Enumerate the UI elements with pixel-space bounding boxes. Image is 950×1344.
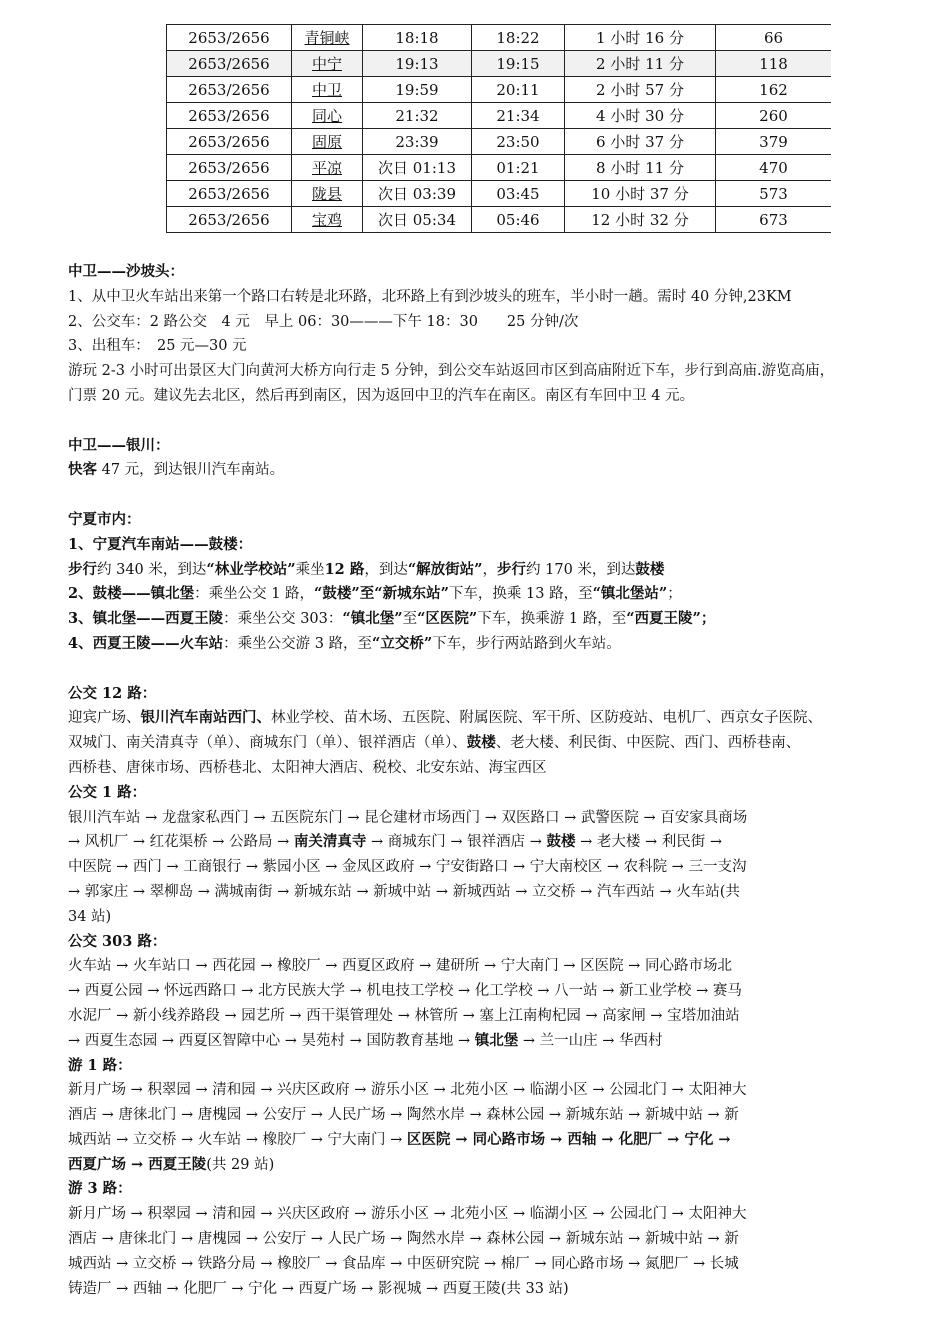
route-step: 2、鼓楼——镇北堡：乘坐公交 1 路，“鼓楼”至“新城东站”下车，换乘 13 路，至“镇北堡站”； — [68, 585, 682, 603]
section-heading-city: 宁夏市内： — [68, 510, 141, 528]
distance-cell: 118 — [716, 51, 832, 77]
you-1-stops: 城西站 → 立交桥 → 火车站 → 橡胶厂 → 宁大南门 → 区医院 → 同心路市场 → 西轴 → 化肥厂 → 宁化 → — [68, 1130, 731, 1148]
station-cell[interactable] — [292, 207, 363, 233]
arrival-time-cell: 21:32 — [363, 103, 472, 129]
you-1-stops: 新月广场 → 积翠园 → 清和园 → 兴庆区政府 → 游乐小区 → 北苑小区 → 临湖小区 → 公园北门 → 太阳神大 — [68, 1082, 747, 1099]
table-row — [167, 129, 832, 155]
duration-cell: 12 小时 32 分 — [565, 207, 716, 233]
departure-time-cell: 03:45 — [472, 181, 565, 207]
you-3-stops: 铸造厂 → 西轴 → 化肥厂 → 宁化 → 西夏广场 → 影视城 → 西夏王陵(共 33 站) — [68, 1280, 569, 1297]
table-row — [167, 51, 832, 77]
paragraph: 1、从中卫火车站出来第一个路口右转是北环路，北环路上有到沙坡头的班车，半小时一趟。需时 40 分钟,23KM — [68, 288, 792, 305]
bus-12-stops: 迎宾广场、银川汽车南站西门、林业学校、苗木场、五医院、附属医院、军干所、区防疫站、电机厂、西京女子医院、 — [68, 709, 822, 727]
train-number-cell: 2653/2656 — [167, 129, 292, 155]
duration-cell: 8 小时 11 分 — [565, 155, 716, 181]
bus-303-stops: 水泥厂 → 新小线养路段 → 园艺所 → 西干渠管理处 → 林管所 → 塞上江南枸杞园 → 高家闸 → 宝塔加油站 — [68, 1007, 740, 1024]
distance-cell: 66 — [716, 25, 832, 51]
section-heading-shapotou: 中卫——沙坡头： — [68, 263, 184, 280]
you-1-stops: 西夏广场 → 西夏王陵(共 29 站) — [68, 1155, 275, 1173]
station-link[interactable]: 宝鸡 — [311, 211, 342, 229]
you-3-stops: 城西站 → 立交桥 → 铁路分局 → 橡胶厂 → 食品库 → 中医研究院 → 棉厂 → 同心路市场 → 氮肥厂 → 长城 — [68, 1255, 739, 1272]
table-row — [167, 155, 832, 181]
table-row — [167, 103, 832, 129]
bus-12-heading: 公交 12 路： — [68, 684, 157, 702]
you-3-heading: 游 3 路： — [68, 1180, 132, 1198]
station-cell[interactable] — [292, 155, 363, 181]
bus-1-stops: 34 站) — [68, 908, 112, 925]
departure-time-cell: 05:46 — [472, 207, 565, 233]
station-cell[interactable] — [292, 77, 363, 103]
route-step: 步行约 340 米，到达“林业学校站”乘坐12 路，到达“解放街站”，步行约 170 米，到达鼓楼 — [68, 560, 665, 578]
duration-cell: 1 小时 16 分 — [565, 25, 716, 51]
duration-cell: 10 小时 37 分 — [565, 181, 716, 207]
paragraph: 游玩 2-3 小时可出景区大门向黄河大桥方向行走 5 分钟，到公交车站返回市区到高庙附近下车，步行到高庙.游览高庙， — [68, 363, 835, 380]
departure-time-cell: 01:21 — [472, 155, 565, 181]
travel-notes — [68, 260, 933, 1301]
duration-cell: 6 小时 37 分 — [565, 129, 716, 155]
bus-303-heading: 公交 303 路： — [68, 932, 167, 950]
station-link[interactable]: 青铜峡 — [304, 29, 350, 47]
station-link[interactable]: 固原 — [311, 133, 342, 151]
arrival-time-cell: 19:13 — [363, 51, 472, 77]
station-cell[interactable] — [292, 129, 363, 155]
you-1-heading: 游 1 路： — [68, 1056, 132, 1074]
departure-time-cell: 20:11 — [472, 77, 565, 103]
station-cell[interactable] — [292, 181, 363, 207]
route-heading: 1、宁夏汽车南站——鼓楼： — [68, 535, 253, 553]
table-row — [167, 25, 832, 51]
station-link[interactable]: 中卫 — [311, 81, 342, 99]
duration-cell: 2 小时 57 分 — [565, 77, 716, 103]
station-link[interactable]: 同心 — [311, 107, 342, 125]
arrival-time-cell: 次日 03:39 — [363, 181, 472, 207]
bus-303-stops: → 西夏公园 → 怀远西路口 → 北方民族大学 → 机电技工学校 → 化工学校 → 八一站 → 新工业学校 → 赛马 — [68, 983, 742, 1000]
station-link[interactable]: 陇县 — [311, 185, 342, 203]
distance-cell: 573 — [716, 181, 832, 207]
section-heading-yinchuan: 中卫——银川： — [68, 436, 170, 454]
arrival-time-cell: 次日 05:34 — [363, 207, 472, 233]
train-number-cell: 2653/2656 — [167, 77, 292, 103]
table-row — [167, 77, 832, 103]
paragraph: 3、出租车： 25 元—30 元 — [68, 338, 247, 355]
train-number-cell: 2653/2656 — [167, 155, 292, 181]
distance-cell: 470 — [716, 155, 832, 181]
station-link[interactable]: 平凉 — [311, 159, 342, 177]
station-cell[interactable] — [292, 103, 363, 129]
route-step: 4、西夏王陵——火车站：乘坐公交游 3 路，至“立交桥”下车，步行两站路到火车站。 — [68, 634, 621, 652]
train-number-cell: 2653/2656 — [167, 25, 292, 51]
train-schedule-table — [166, 24, 831, 233]
paragraph: 2、公交车：2 路公交 4 元 早上 06：30———下午 18：30 25 分钟/次 — [68, 313, 579, 330]
arrival-time-cell: 19:59 — [363, 77, 472, 103]
station-cell[interactable] — [292, 25, 363, 51]
distance-cell: 379 — [716, 129, 832, 155]
distance-cell: 260 — [716, 103, 832, 129]
paragraph: 快客 47 元，到达银川汽车南站。 — [68, 461, 285, 479]
train-number-cell: 2653/2656 — [167, 51, 292, 77]
duration-cell: 4 小时 30 分 — [565, 103, 716, 129]
bus-303-stops: 火车站 → 火车站口 → 西花园 → 橡胶厂 → 西夏区政府 → 建研所 → 宁大南门 → 区医院 → 同心路市场北 — [68, 958, 732, 975]
departure-time-cell: 23:50 — [472, 129, 565, 155]
arrival-time-cell: 18:18 — [363, 25, 472, 51]
arrival-time-cell: 次日 01:13 — [363, 155, 472, 181]
distance-cell: 673 — [716, 207, 832, 233]
departure-time-cell: 18:22 — [472, 25, 565, 51]
bus-12-stops: 双城门、南关清真寺（单）、商城东门（单）、银祥酒店（单）、鼓楼、老大楼、利民街、中医院、西门、西桥巷南、 — [68, 734, 801, 752]
table-row — [167, 207, 832, 233]
table-row — [167, 181, 832, 207]
bus-1-stops: 中医院 → 西门 → 工商银行 → 紫园小区 → 金凤区政府 → 宁安街路口 → 宁大南校区 → 农科院 → 三一支沟 — [68, 859, 747, 876]
paragraph: 门票 20 元。建议先去北区，然后再到南区，因为返回中卫的汽车在南区。南区有车回中卫 4 元。 — [68, 387, 695, 404]
departure-time-cell: 21:34 — [472, 103, 565, 129]
route-step: 3、镇北堡——西夏王陵：乘坐公交 303：“镇北堡”至“区医院”下车，换乘游 1 路，至“西夏王陵”； — [68, 610, 716, 628]
bus-1-stops: → 郭家庄 → 翠柳岛 → 满城南街 → 新城东站 → 新城中站 → 新城西站 → 立交桥 → 汽车西站 → 火车站(共 — [68, 883, 740, 900]
train-number-cell: 2653/2656 — [167, 103, 292, 129]
you-1-stops: 酒店 → 唐徕北门 → 唐槐园 → 公安厅 → 人民广场 → 陶然水岸 → 森林公园 → 新城东站 → 新城中站 → 新 — [68, 1107, 739, 1124]
bus-12-stops: 西桥巷、唐徕市场、西桥巷北、太阳神大酒店、税校、北安东站、海宝西区 — [68, 759, 547, 776]
distance-cell: 162 — [716, 77, 832, 103]
bus-1-heading: 公交 1 路： — [68, 783, 147, 801]
duration-cell: 2 小时 11 分 — [565, 51, 716, 77]
station-link[interactable]: 中宁 — [311, 55, 342, 73]
station-cell[interactable] — [292, 51, 363, 77]
train-number-cell: 2653/2656 — [167, 181, 292, 207]
departure-time-cell: 19:15 — [472, 51, 565, 77]
you-3-stops: 新月广场 → 积翠园 → 清和园 → 兴庆区政府 → 游乐小区 → 北苑小区 → 临湖小区 → 公园北门 → 太阳神大 — [68, 1206, 747, 1223]
bus-303-stops: → 西夏生态园 → 西夏区智障中心 → 昊苑村 → 国防教育基地 → 镇北堡 → 兰一山庄 → 华西村 — [68, 1031, 663, 1049]
bus-1-stops: → 风机厂 → 红花渠桥 → 公路局 → 南关清真寺 → 商城东门 → 银祥酒店 → 鼓楼 → 老大楼 → 利民街 → — [68, 833, 722, 851]
bus-1-stops: 银川汽车站 → 龙盘家私西门 → 五医院东门 → 昆仑建材市场西门 → 双医路口 → 武警医院 → 百安家具商场 — [68, 809, 748, 826]
train-number-cell: 2653/2656 — [167, 207, 292, 233]
arrival-time-cell: 23:39 — [363, 129, 472, 155]
you-3-stops: 酒店 → 唐徕北门 → 唐槐园 → 公安厅 → 人民广场 → 陶然水岸 → 森林公园 → 新城东站 → 新城中站 → 新 — [68, 1231, 739, 1248]
